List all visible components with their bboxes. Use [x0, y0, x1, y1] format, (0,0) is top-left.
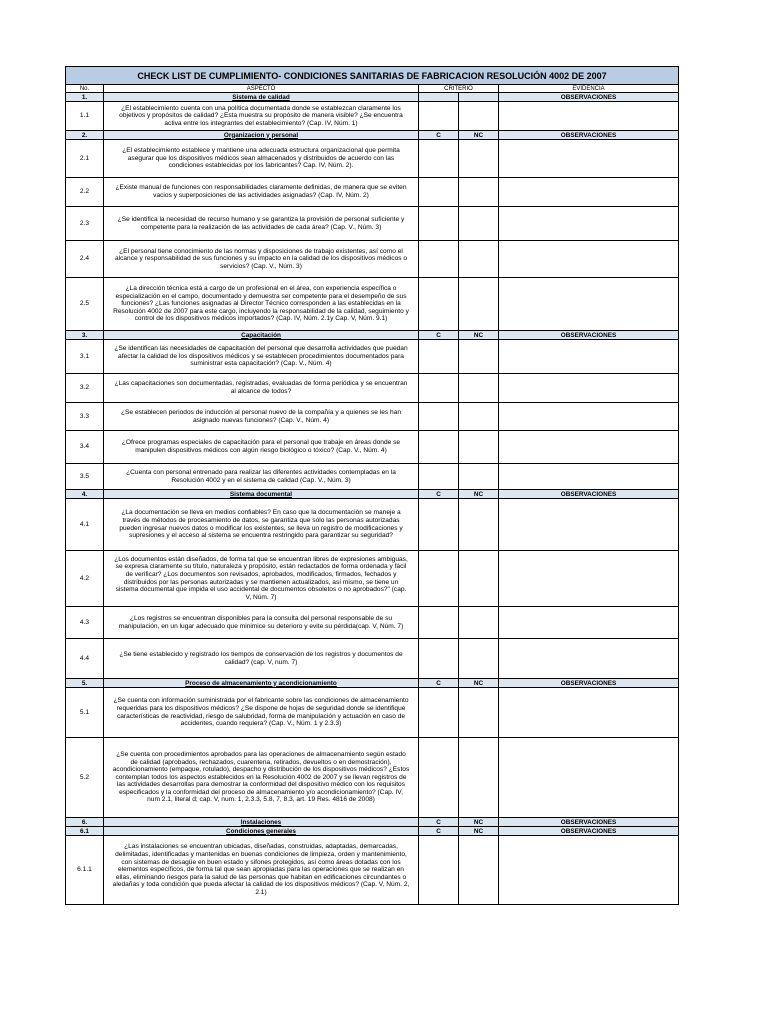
header-evidence: EVIDENCIA	[499, 85, 679, 93]
item-number: 3.1	[66, 340, 104, 374]
item-number: 4.1	[66, 499, 104, 551]
section-header-row	[66, 818, 679, 827]
header-no: No.	[66, 85, 104, 93]
section-number: 1.	[66, 93, 104, 102]
criterion-c-cell[interactable]	[419, 499, 459, 551]
section-number: 6.	[66, 818, 104, 827]
criterion-nc-label: NC	[459, 331, 499, 340]
item-aspect-text: ¿Se identifica la necesidad de recurso humano y se garantiza la provisión de personal suficiente y competente para la realización de las actividades de cada área? (Cap. V., Núm. 3)	[104, 207, 419, 241]
item-number: 4.3	[66, 607, 104, 639]
section-number: 5.	[66, 679, 104, 688]
header-aspect: ASPECTO	[104, 85, 419, 93]
criterion-nc-cell[interactable]	[459, 639, 499, 679]
header-criterion: CRITERIO	[419, 85, 499, 93]
observations-cell[interactable]	[499, 178, 679, 207]
section-header-row	[66, 679, 679, 688]
criterion-nc-cell[interactable]	[459, 607, 499, 639]
checklist-item-row	[66, 207, 679, 241]
item-aspect-text: ¿El personal tiene conocimiento de las normas y disposiciones de trabajo existentes, así como el alcance y responsabilidad de sus funciones y su impacto en la calidad de los dispositivos médicos o servicios? (Cap. V., Núm. 3)	[104, 241, 419, 278]
criterion-nc-cell[interactable]	[459, 207, 499, 241]
section-header-row	[66, 93, 679, 102]
document-title: CHECK LIST DE CUMPLIMIENTO- CONDICIONES SANITARIAS DE FABRICACION RESOLUCIÓN 4002 DE 2007	[66, 67, 679, 85]
criterion-c-cell[interactable]	[419, 607, 459, 639]
item-number: 3.3	[66, 403, 104, 431]
checklist-item-row	[66, 688, 679, 738]
observations-cell[interactable]	[499, 278, 679, 331]
column-header-row	[66, 85, 679, 93]
criterion-nc-cell[interactable]	[459, 738, 499, 818]
observations-cell[interactable]	[499, 551, 679, 607]
checklist-item-row	[66, 340, 679, 374]
item-number: 1.1	[66, 102, 104, 131]
observations-cell[interactable]	[499, 374, 679, 403]
observations-label: OBSERVACIONES	[499, 827, 679, 836]
section-title: Organizacion y personal	[104, 131, 419, 140]
criterion-nc-label: NC	[459, 818, 499, 827]
observations-cell[interactable]	[499, 639, 679, 679]
observations-label: OBSERVACIONES	[499, 490, 679, 499]
item-number: 2.5	[66, 278, 104, 331]
checklist-item-row	[66, 140, 679, 178]
criterion-c-cell[interactable]	[419, 738, 459, 818]
observations-label: OBSERVACIONES	[499, 331, 679, 340]
item-number: 4.2	[66, 551, 104, 607]
observations-label: OBSERVACIONES	[499, 679, 679, 688]
checklist-item-row	[66, 374, 679, 403]
observations-cell[interactable]	[499, 403, 679, 431]
item-number: 5.2	[66, 738, 104, 818]
observations-cell[interactable]	[499, 340, 679, 374]
criterion-c-label: C	[419, 131, 459, 140]
criterion-c-cell[interactable]	[419, 340, 459, 374]
criterion-nc-label: NC	[459, 490, 499, 499]
observations-cell[interactable]	[499, 738, 679, 818]
item-number: 3.2	[66, 374, 104, 403]
checklist-item-row	[66, 607, 679, 639]
criterion-c-cell[interactable]	[419, 431, 459, 464]
criterion-c-cell[interactable]	[419, 374, 459, 403]
item-number: 3.5	[66, 464, 104, 490]
checklist-item-row	[66, 431, 679, 464]
criterion-c-cell[interactable]	[419, 551, 459, 607]
item-aspect-text: ¿Se cuenta con información suministrada por el fabricante sobre las condiciones de almacenamiento requeridas para los dispositivos médicos? ¿Se dispone de hojas de seguridad donde se identifique características de reactividad, riesgo de salubridad, forma de manipulación y actuación en caso de accidentes, cuando requiera? (Cap. V., Núm. 1 y 2.3.3)	[104, 688, 419, 738]
observations-cell[interactable]	[499, 431, 679, 464]
criterion-nc-cell[interactable]	[459, 140, 499, 178]
observations-label: OBSERVACIONES	[499, 93, 679, 102]
section-title: Sistema de calidad	[104, 93, 419, 102]
checklist-item-row	[66, 278, 679, 331]
observations-cell[interactable]	[499, 207, 679, 241]
criterion-c-cell[interactable]	[419, 403, 459, 431]
criterion-c-label: C	[419, 331, 459, 340]
criterion-c-cell[interactable]	[419, 688, 459, 738]
criterion-c-cell[interactable]	[419, 241, 459, 278]
criterion-nc-cell[interactable]	[459, 836, 499, 905]
criterion-c-cell[interactable]	[419, 464, 459, 490]
checklist-item-row	[66, 738, 679, 818]
criterion-nc-cell[interactable]	[459, 278, 499, 331]
item-number: 3.4	[66, 431, 104, 464]
checklist-item-row	[66, 551, 679, 607]
criterion-nc-label: NC	[459, 131, 499, 140]
item-aspect-text: ¿Se establecen periodos de inducción al personal nuevo de la compañía y a quienes se les han asignado nuevas funciones? (Cap. V., Núm. 4)	[104, 403, 419, 431]
item-aspect-text: ¿Los documentos están diseñados, de forma tal que se encuentran libres de expresiones ambiguas, se expresa claramente su título, naturaleza y propósito, están redactados de forma ordenada y fácil de verificar? ¿Los documentos son revisados, aprobados, modificados, firmados, fechados y distribuidos por las personas autorizadas y se mantienen actualizados, así mismo, se tiene un sistema documental que impida el uso accidental de documentos obsoletos o no aprobados?" (cap. V, Núm. 7)	[104, 551, 419, 607]
section-title: Instalaciones	[104, 818, 419, 827]
criterion-nc-cell[interactable]	[459, 431, 499, 464]
checklist-item-row	[66, 836, 679, 905]
checklist-table	[65, 66, 679, 905]
observations-cell[interactable]	[499, 499, 679, 551]
criterion-nc-cell[interactable]	[459, 178, 499, 207]
checklist-item-row	[66, 639, 679, 679]
checklist-item-row	[66, 499, 679, 551]
criterion-nc-cell[interactable]	[459, 340, 499, 374]
item-aspect-text: ¿La dirección técnica está a cargo de un profesional en el área, con experiencia específica o especialización en el campo, documentado y demuestra ser competente para el desempeño de sus funciones? ¿Las funciones asignadas al Director Técnico corresponden a las establecidas en la Resolución 4002 de 2007 para este cargo, incluyendo la responsabilidad de la calidad, seguimiento y control de los dispositivos médicos importados? (Cap. IV, Núm. 2.1y Cap. V, Núm. 9.1)	[104, 278, 419, 331]
section-header-row	[66, 131, 679, 140]
observations-cell[interactable]	[499, 241, 679, 278]
criterion-nc-cell[interactable]	[459, 499, 499, 551]
criterion-nc-cell[interactable]	[459, 241, 499, 278]
criterion-nc-label: NC	[459, 679, 499, 688]
section-number: 3.	[66, 331, 104, 340]
item-aspect-text: ¿Se identifican las necesidades de capacitación del personal que desarrolla actividades que puedan afectar la calidad de los dispositivos médicos y se establecen procedimientos documentados para suministrar esta capacitación? (Cap. V., Núm. 4)	[104, 340, 419, 374]
item-number: 6.1.1	[66, 836, 104, 905]
criterion-c-label: C	[419, 490, 459, 499]
section-title: Capacitación	[104, 331, 419, 340]
item-number: 5.1	[66, 688, 104, 738]
item-aspect-text: ¿La documentación se lleva en medios confiables? En caso que la documentación se maneje a través de métodos de procesamiento de datos, se garantiza que sólo las personas autorizadas pueden ingresar nuevos datos o modificar los existentes, se lleva un registro de modificaciones y supresiones y el acceso al sistema se encuentra restringido para garantizar su seguridad?	[104, 499, 419, 551]
criterion-nc-cell[interactable]	[459, 102, 499, 131]
section-title: Sistema documental	[104, 490, 419, 499]
criterion-c-label: C	[419, 679, 459, 688]
item-aspect-text: ¿Los registros se encuentran disponibles para la consulta del personal responsable de su manipulación, en un lugar adecuado que minimice su deterioro y evite su pérdida(cap. V, Núm. 7)	[104, 607, 419, 639]
section-header-row	[66, 827, 679, 836]
checklist-sheet	[65, 66, 678, 905]
item-aspect-text: ¿El establecimiento establece y mantiene una adecuada estructura organizacional que permita asegurar que los dispositivos médicos sean almacenados y distribuidos de acuerdo con las condiciones establecidas por los fabricantes? Cap. IV, Núm. 2).	[104, 140, 419, 178]
observations-cell[interactable]	[499, 140, 679, 178]
section-number: 2.	[66, 131, 104, 140]
observations-cell[interactable]	[499, 464, 679, 490]
observations-cell[interactable]	[499, 836, 679, 905]
criterion-nc-label	[459, 93, 499, 102]
item-aspect-text: ¿Las instalaciones se encuentran ubicadas, diseñadas, construidas, adaptadas, demarcadas, delimitadas, identificadas y mantenidas en buenas condiciones de limpieza, orden y mantenimiento, con sistemas de desagüe en buen estado y sifones protegidos, así como áreas dotadas con los elementos específicos, de forma tal que sean apropiadas para las operaciones que se realizan en ellas, eliminando riesgos para la salud de las personas que habitan en edificaciones circundantes o aledañas y toda condición que pueda afectar la calidad de los dispositivos médicos? (Cap. V, Núm. 2, 2.1)	[104, 836, 419, 905]
criterion-c-cell[interactable]	[419, 102, 459, 131]
item-aspect-text: ¿Las capacitaciones son documentadas, registradas, evaluadas de forma periódica y se encuentran al alcance de todos?	[104, 374, 419, 403]
observations-label: OBSERVACIONES	[499, 131, 679, 140]
section-header-row	[66, 490, 679, 499]
observations-cell[interactable]	[499, 102, 679, 131]
criterion-c-cell[interactable]	[419, 140, 459, 178]
title-row	[66, 67, 679, 85]
item-aspect-text: ¿El establecimiento cuenta con una política documentada donde se establezcan claramente los objetivos y propósitos de calidad? ¿Esta muestra su propósito de manera visible? ¿Se encuentra activa entre los integrantes del establecimiento? (Cap. IV, Núm. 1)	[104, 102, 419, 131]
criterion-c-cell[interactable]	[419, 178, 459, 207]
criterion-nc-cell[interactable]	[459, 403, 499, 431]
criterion-c-label: C	[419, 827, 459, 836]
checklist-item-row	[66, 403, 679, 431]
item-aspect-text: ¿Ofrece programas especiales de capacitación para el personal que trabaje en áreas donde se manipulen dispositivos médicos con algún riesgo biológico o tóxico? (Cap. V., Núm. 4)	[104, 431, 419, 464]
observations-cell[interactable]	[499, 688, 679, 738]
item-number: 4.4	[66, 639, 104, 679]
criterion-c-cell[interactable]	[419, 278, 459, 331]
criterion-c-cell[interactable]	[419, 207, 459, 241]
criterion-nc-label: NC	[459, 827, 499, 836]
checklist-item-row	[66, 102, 679, 131]
section-title: Condiciones generales	[104, 827, 419, 836]
criterion-nc-cell[interactable]	[459, 551, 499, 607]
section-title: Proceso de almacenamiento y acondicionamiento	[104, 679, 419, 688]
item-aspect-text: ¿Cuenta con personal entrenado para realizar las diferentes actividades contempladas en la Resolución 4002 y en el sistema de calidad (Cap. V., Núm. 3)	[104, 464, 419, 490]
checklist-item-row	[66, 178, 679, 207]
observations-label: OBSERVACIONES	[499, 818, 679, 827]
criterion-c-cell[interactable]	[419, 836, 459, 905]
observations-cell[interactable]	[499, 607, 679, 639]
section-number: 4.	[66, 490, 104, 499]
checklist-item-row	[66, 241, 679, 278]
item-aspect-text: ¿Existe manual de funciones con responsabilidades claramente definidas, de manera que se eviten vacios y superposiciones de las actividades asignadas? (Cap. IV, Núm. 2)	[104, 178, 419, 207]
item-number: 2.4	[66, 241, 104, 278]
section-number: 6.1	[66, 827, 104, 836]
item-number: 2.3	[66, 207, 104, 241]
criterion-c-label: C	[419, 818, 459, 827]
item-aspect-text: ¿Se cuenta con procedimientos aprobados para las operaciones de almacenamiento según estado de calidad (aprobados, rechazados, cuarentena, retirados, devueltos o en demostración), acondicionamiento (empaque, rotulado), despacho y distribución de los dispositivos médicos? ¿Estos contemplan todos los aspectos establecidos en la Resolución 4002 de 2007 y se llevan registros de las actividades desarrollas para demostrar la conformidad del dispositivo médico con los requisitos especificados y la conformidad del proceso de almacenamiento y/o acondicionamiento? (Cap. IV, num 2.1, literal d; cap. V, num. 1, 2.3.3, 5.8, 7, 8.3, art. 19 Res. 4816 de 2008)	[104, 738, 419, 818]
criterion-nc-cell[interactable]	[459, 464, 499, 490]
criterion-nc-cell[interactable]	[459, 688, 499, 738]
criterion-c-label	[419, 93, 459, 102]
checklist-item-row	[66, 464, 679, 490]
item-aspect-text: ¿Se tiene establecido y registrado los tiempos de conservación de los registros y documentos de calidad? (cap. V, num. 7)	[104, 639, 419, 679]
item-number: 2.1	[66, 140, 104, 178]
criterion-c-cell[interactable]	[419, 639, 459, 679]
item-number: 2.2	[66, 178, 104, 207]
section-header-row	[66, 331, 679, 340]
criterion-nc-cell[interactable]	[459, 374, 499, 403]
